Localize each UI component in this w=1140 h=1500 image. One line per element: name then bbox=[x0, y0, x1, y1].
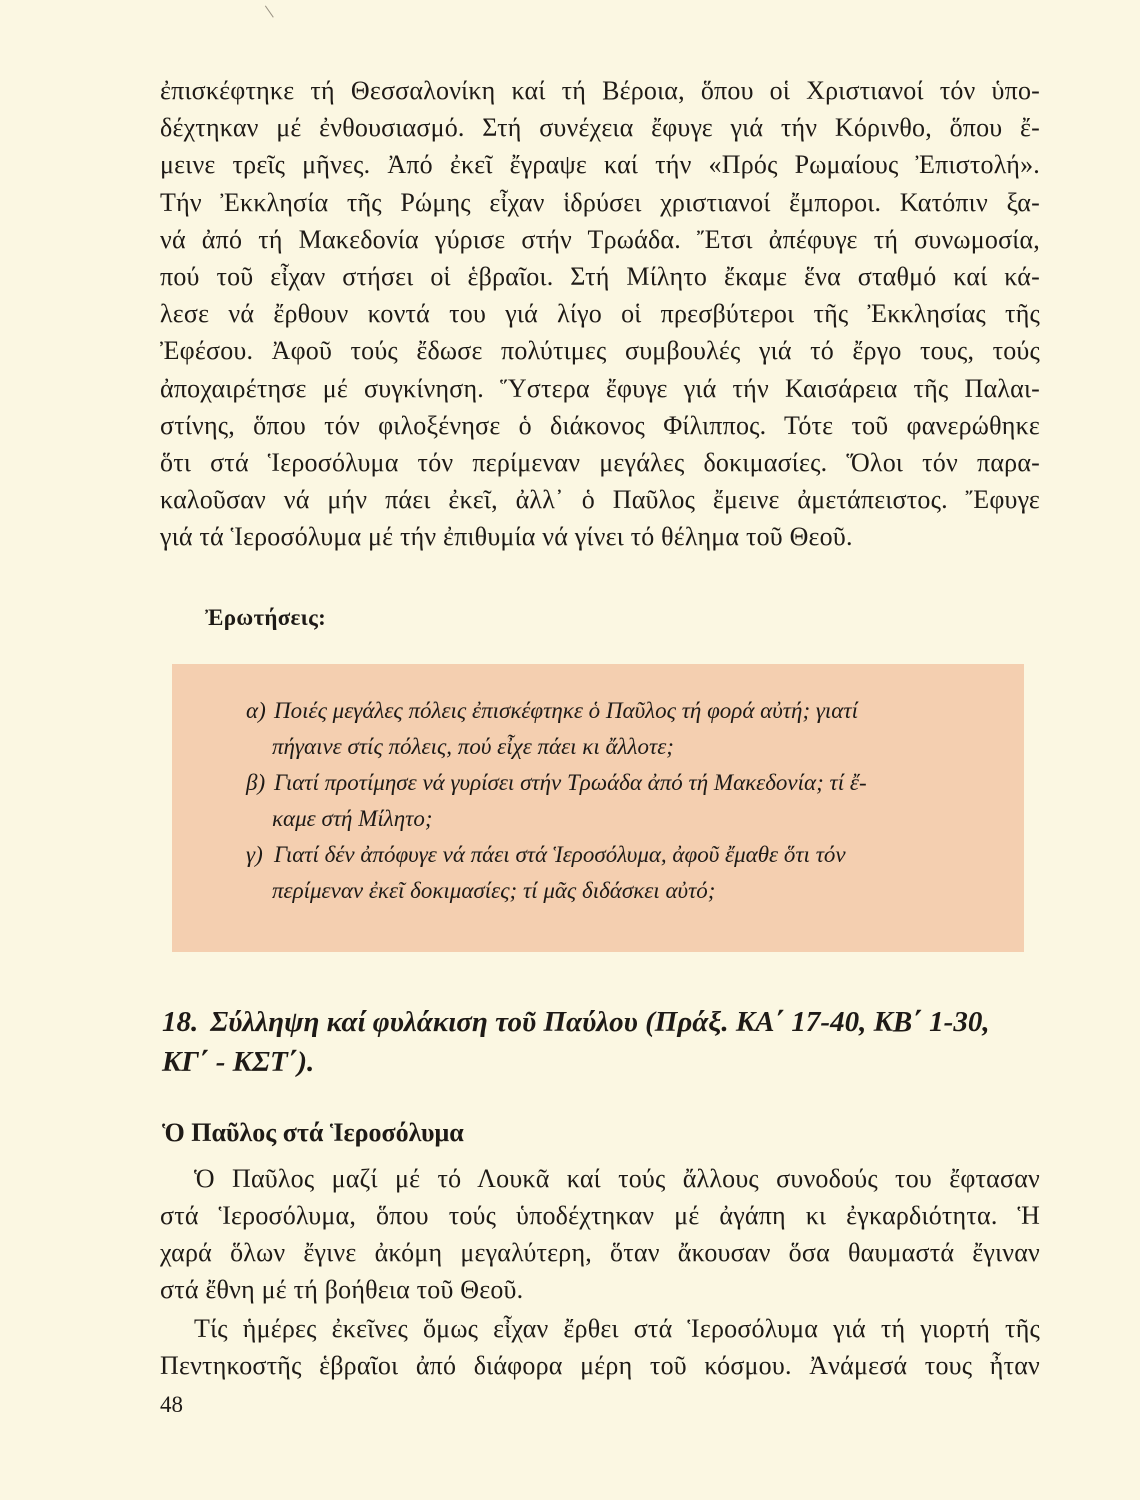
question-label: γ) bbox=[246, 842, 263, 867]
section-number: 18. bbox=[162, 1006, 199, 1038]
intro-line: μεινε τρεῖς μῆνες. Ἀπό ἐκεῖ ἔγραψε καί τήν «Πρός Ρωμαίους Ἐπιστολή». bbox=[160, 150, 1040, 180]
subsection-title: Ὁ Παῦλος στά Ἱεροσόλυμα bbox=[162, 1118, 464, 1147]
question-line: Ποιές μεγάλες πόλεις ἐπισκέφτηκε ὁ Παῦλος τή φορά αὐτή; γιατί bbox=[274, 698, 858, 723]
question-line: περίμεναν ἐκεῖ δοκιμασίες; τί μᾶς διδάσκει αὐτό; bbox=[272, 878, 716, 903]
intro-line: Ἐφέσου. Ἀφοῦ τούς ἔδωσε πολύτιμες συμβουλές γιά τό ἔργο τους, τούς bbox=[160, 336, 1040, 366]
section-title-text: Σύλληψη καί φυλάκιση τοῦ Παύλου bbox=[210, 1006, 638, 1038]
questions-box bbox=[172, 664, 1024, 952]
intro-line: λεσε νά ἔρθουν κοντά του γιά λίγο οἱ πρεσβύτεροι τῆς Ἐκκλησίας τῆς bbox=[160, 299, 1040, 329]
intro-line: γιά τά Ἱεροσόλυμα μέ τήν ἐπιθυμία νά γίνει τό θέλημα τοῦ Θεοῦ. bbox=[160, 522, 853, 552]
body-paragraph bbox=[160, 1310, 1040, 1384]
body-line: στά Ἱεροσόλυμα, ὅπου τούς ὑποδέχτηκαν μέ ἀγάπη κι ἐγκαρδιότητα. Ἡ bbox=[160, 1201, 1040, 1230]
body-line: Ὁ Παῦλος μαζί μέ τό Λουκᾶ καί τούς ἄλλους συνοδούς του ἔφτασαν bbox=[194, 1164, 1040, 1193]
intro-line: πού τοῦ εἶχαν στήσει οἱ ἑβραῖοι. Στή Μίλητο ἔκαμε ἕνα σταθμό καί κά- bbox=[160, 261, 1040, 291]
body-line: Τίς ἡμέρες ἐκεῖνες ὅμως εἶχαν ἔρθει στά Ἱεροσόλυμα γιά τή γιορτή τῆς bbox=[194, 1314, 1040, 1343]
question-line: καμε στή Μίλητο; bbox=[272, 806, 433, 831]
intro-line: νά ἀπό τή Μακεδονία γύρισε στήν Τρωάδα. Ἔτσι ἀπέφυγε τή συνωμοσία, bbox=[160, 224, 1040, 254]
section-reference-cont: ΚΓ΄ - ΚΣΤ΄). bbox=[162, 1046, 315, 1078]
scan-mark bbox=[265, 0, 281, 17]
question-line: Γιατί δέν ἀπόφυγε νά πάει στά Ἱεροσόλυμα, ἀφοῦ ἔμαθε ὅτι τόν bbox=[274, 842, 846, 867]
intro-line: ὅτι στά Ἱεροσόλυμα τόν περίμεναν μεγάλες δοκιμασίες. Ὅλοι τόν παρα- bbox=[160, 447, 1040, 477]
question-line: πήγαινε στίς πόλεις, πού εἶχε πάει κι ἄλλοτε; bbox=[272, 734, 674, 759]
body-line: χαρά ὅλων ἔγινε ἀκόμη μεγαλύτερη, ὅταν ἄκουσαν ὅσα θαυμαστά ἔγιναν bbox=[160, 1238, 1040, 1267]
questions-heading: Ἐρωτήσεις: bbox=[205, 605, 327, 630]
section-title bbox=[162, 1002, 1042, 1082]
intro-paragraph bbox=[160, 72, 1040, 555]
intro-line: στίνης, ὅπου τόν φιλοξένησε ὁ διάκονος Φίλιππος. Τότε τοῦ φανερώθηκε bbox=[160, 410, 1040, 440]
intro-line: δέχτηκαν μέ ἐνθουσιασμό. Στή συνέχεια ἔφυγε γιά τήν Κόρινθο, ὅπου ἔ- bbox=[160, 113, 1040, 143]
page-number: 48 bbox=[160, 1392, 183, 1417]
intro-line: Τήν Ἐκκλησία τῆς Ρώμης εἶχαν ἱδρύσει χριστιανοί ἔμποροι. Κατόπιν ξα- bbox=[160, 187, 1040, 217]
intro-line: καλοῦσαν νά μήν πάει ἐκεῖ, ἀλλ᾽ ὁ Παῦλος ἔμεινε ἀμετάπειστος. Ἔφυγε bbox=[160, 485, 1040, 515]
question-line: Γιατί προτίμησε νά γυρίσει στήν Τρωάδα ἀπό τή Μακεδονία; τί ἔ- bbox=[274, 770, 867, 795]
intro-line: ἐπισκέφτηκε τή Θεσσαλονίκη καί τή Βέροια, ὅπου οἱ Χριστιανοί τόν ὑπο- bbox=[160, 76, 1040, 105]
body-line: Πεντηκοστῆς ἑβραῖοι ἀπό διάφορα μέρη τοῦ κόσμου. Ἀνάμεσά τους ἦταν bbox=[160, 1351, 1040, 1380]
section-reference: (Πράξ. ΚΑ΄ 17-40, ΚΒ΄ 1-30, bbox=[645, 1006, 990, 1038]
question-label: β) bbox=[246, 770, 266, 795]
question-label: α) bbox=[246, 698, 266, 723]
intro-line: ἀποχαιρέτησε μέ συγκίνηση. Ὕστερα ἔφυγε γιά τήν Καισάρεια τῆς Παλαι- bbox=[160, 373, 1040, 403]
body-paragraph bbox=[160, 1160, 1040, 1308]
body-line: στά ἔθνη μέ τή βοήθεια τοῦ Θεοῦ. bbox=[160, 1275, 524, 1304]
